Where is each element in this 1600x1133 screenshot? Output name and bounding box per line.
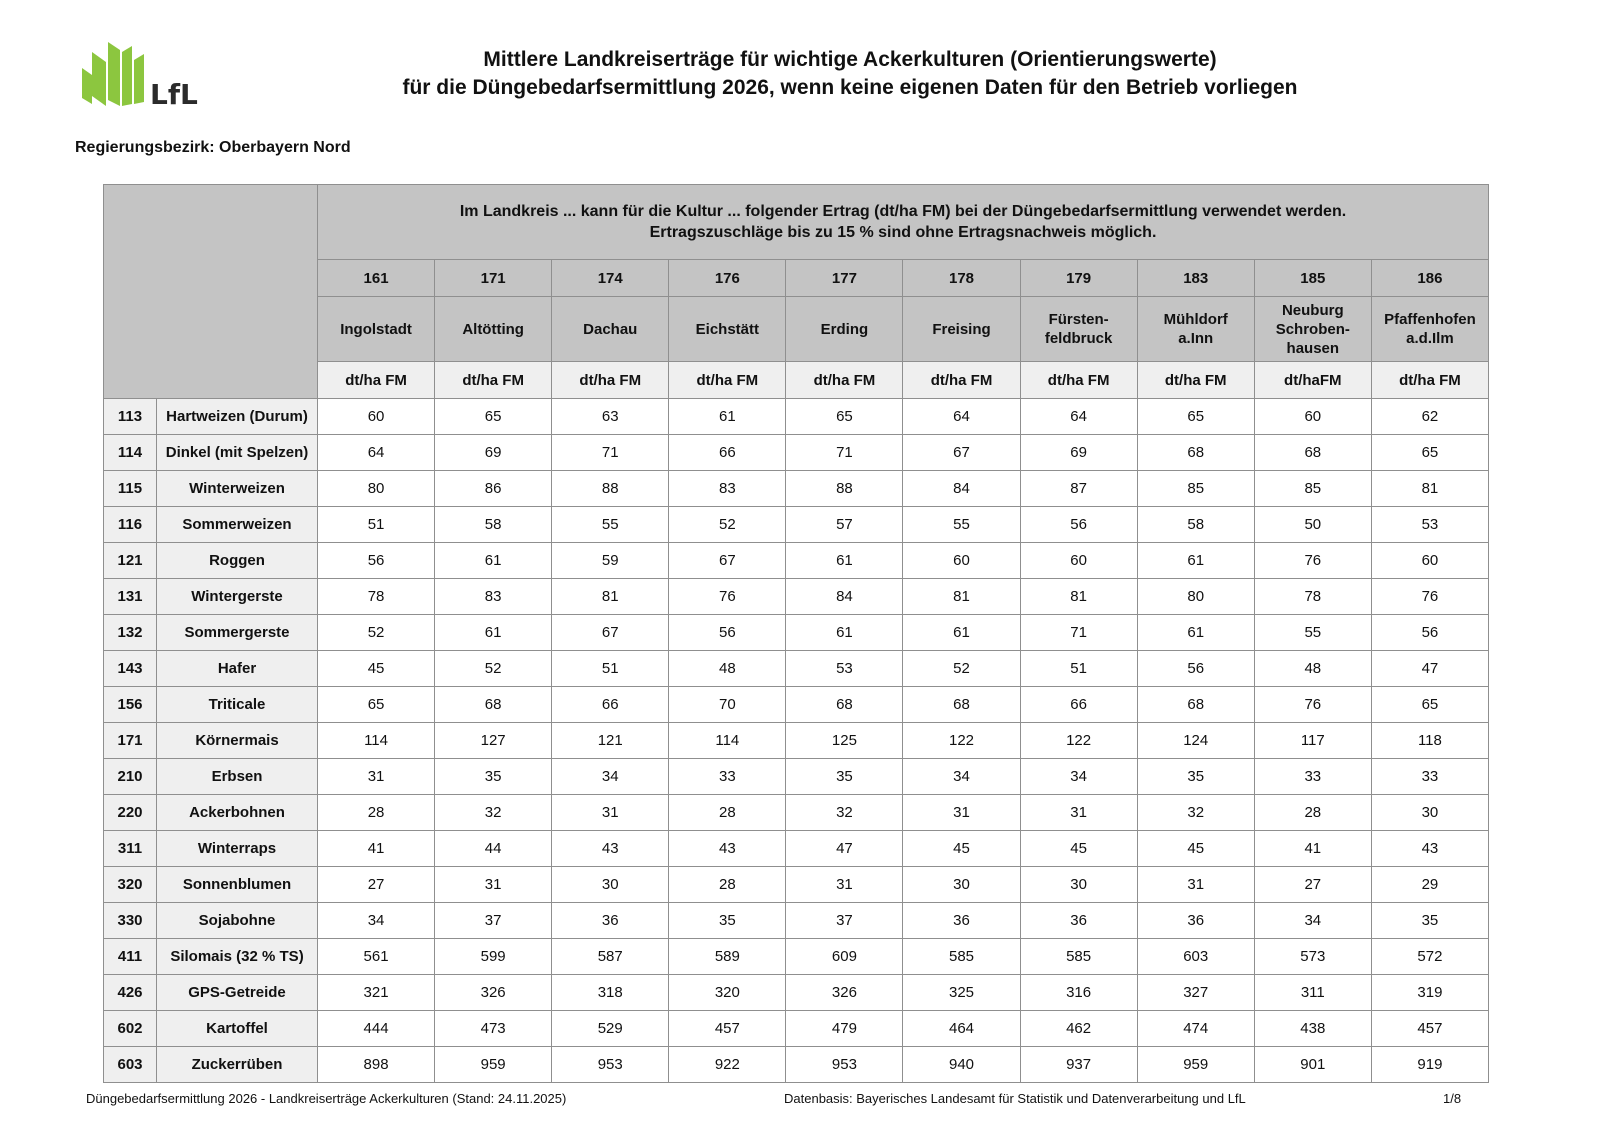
page-number: 1/8	[1443, 1091, 1462, 1106]
yield-value: 61	[669, 399, 786, 435]
yield-value: 55	[903, 507, 1020, 543]
yield-value: 321	[318, 975, 435, 1011]
yield-value: 68	[786, 687, 903, 723]
yield-value: 29	[1371, 867, 1488, 903]
district-code: 183	[1137, 260, 1254, 297]
table-row	[104, 399, 1489, 435]
yield-value: 43	[552, 831, 669, 867]
district-code: 161	[318, 260, 435, 297]
crop-code: 143	[104, 651, 157, 687]
yield-value: 45	[318, 651, 435, 687]
district-name: Ingolstadt	[318, 297, 435, 362]
yield-value: 462	[1020, 1011, 1137, 1047]
yield-value: 325	[903, 975, 1020, 1011]
district-code: 171	[435, 260, 552, 297]
district-name: Pfaffenhofen a.d.Ilm	[1371, 297, 1488, 362]
yield-value: 31	[318, 759, 435, 795]
unit-label: dt/ha FM	[1020, 362, 1137, 399]
yield-value: 529	[552, 1011, 669, 1047]
yield-value: 67	[669, 543, 786, 579]
unit-label: dt/haFM	[1254, 362, 1371, 399]
yield-value: 27	[1254, 867, 1371, 903]
yield-value: 327	[1137, 975, 1254, 1011]
yield-value: 64	[1020, 399, 1137, 435]
yield-value: 56	[1371, 615, 1488, 651]
yield-value: 587	[552, 939, 669, 975]
unit-label: dt/ha FM	[318, 362, 435, 399]
yield-value: 573	[1254, 939, 1371, 975]
yield-value: 35	[786, 759, 903, 795]
yield-value: 320	[669, 975, 786, 1011]
crop-name: Hafer	[157, 651, 318, 687]
table-row	[104, 579, 1489, 615]
yield-value: 61	[1137, 543, 1254, 579]
crop-code: 426	[104, 975, 157, 1011]
yield-value: 901	[1254, 1047, 1371, 1083]
yield-value: 69	[1020, 435, 1137, 471]
crop-code: 603	[104, 1047, 157, 1083]
crop-name: Silomais (32 % TS)	[157, 939, 318, 975]
crop-name: GPS-Getreide	[157, 975, 318, 1011]
yield-value: 940	[903, 1047, 1020, 1083]
crop-code: 131	[104, 579, 157, 615]
yield-value: 81	[1020, 579, 1137, 615]
district-name: Eichstätt	[669, 297, 786, 362]
yield-value: 37	[786, 903, 903, 939]
yield-value: 52	[435, 651, 552, 687]
yield-value: 122	[903, 723, 1020, 759]
crop-code: 116	[104, 507, 157, 543]
crop-code: 602	[104, 1011, 157, 1047]
district-name: Freising	[903, 297, 1020, 362]
yield-value: 67	[552, 615, 669, 651]
yield-value: 319	[1371, 975, 1488, 1011]
yield-value: 479	[786, 1011, 903, 1047]
table-row	[104, 1047, 1489, 1083]
yield-value: 67	[903, 435, 1020, 471]
yield-value: 34	[552, 759, 669, 795]
yield-value: 114	[669, 723, 786, 759]
yield-value: 60	[903, 543, 1020, 579]
yield-value: 44	[435, 831, 552, 867]
crop-code: 132	[104, 615, 157, 651]
yield-value: 61	[786, 615, 903, 651]
yield-value: 589	[669, 939, 786, 975]
yield-value: 66	[552, 687, 669, 723]
yield-value: 609	[786, 939, 903, 975]
yield-value: 68	[903, 687, 1020, 723]
table-corner	[104, 185, 318, 399]
yield-value: 34	[1254, 903, 1371, 939]
yield-value: 33	[1371, 759, 1488, 795]
yield-value: 86	[435, 471, 552, 507]
district-code: 178	[903, 260, 1020, 297]
unit-label: dt/ha FM	[669, 362, 786, 399]
table-row	[104, 471, 1489, 507]
table-intro-line-1: Im Landkreis ... kann für die Kultur ... folgender Ertrag (dt/ha FM) bei der Düngebedarfsermittlung verwendet werden.	[459, 203, 1347, 220]
district-code: 174	[552, 260, 669, 297]
yield-value: 117	[1254, 723, 1371, 759]
yield-value: 47	[786, 831, 903, 867]
yield-value: 61	[435, 615, 552, 651]
yield-value: 56	[1137, 651, 1254, 687]
crop-name: Dinkel (mit Spelzen)	[157, 435, 318, 471]
yield-value: 58	[1137, 507, 1254, 543]
district-code: 186	[1371, 260, 1488, 297]
footer-data-source: Datenbasis: Bayerisches Landesamt für Statistik und Datenverarbeitung und LfL	[784, 1091, 1246, 1106]
yield-value: 31	[1137, 867, 1254, 903]
yield-value: 51	[552, 651, 669, 687]
yield-value: 125	[786, 723, 903, 759]
crop-name: Triticale	[157, 687, 318, 723]
yield-value: 34	[318, 903, 435, 939]
yield-value: 30	[1020, 867, 1137, 903]
crop-name: Roggen	[157, 543, 318, 579]
yield-value: 32	[435, 795, 552, 831]
yield-value: 58	[435, 507, 552, 543]
table-row	[104, 759, 1489, 795]
crop-code: 411	[104, 939, 157, 975]
yield-value: 45	[1020, 831, 1137, 867]
yield-value: 60	[1020, 543, 1137, 579]
yield-value: 83	[435, 579, 552, 615]
yield-value: 53	[786, 651, 903, 687]
yield-value: 326	[786, 975, 903, 1011]
crop-code: 115	[104, 471, 157, 507]
yield-value: 65	[1137, 399, 1254, 435]
yield-value: 85	[1137, 471, 1254, 507]
yield-value: 31	[1020, 795, 1137, 831]
yield-value: 36	[1137, 903, 1254, 939]
yield-value: 71	[786, 435, 903, 471]
yield-value: 33	[669, 759, 786, 795]
yield-value: 48	[1254, 651, 1371, 687]
district-code: 177	[786, 260, 903, 297]
crop-name: Winterweizen	[157, 471, 318, 507]
yield-value: 65	[1371, 687, 1488, 723]
yield-value: 52	[669, 507, 786, 543]
district-name: Erding	[786, 297, 903, 362]
yield-value: 603	[1137, 939, 1254, 975]
crop-code: 311	[104, 831, 157, 867]
yield-value: 121	[552, 723, 669, 759]
yield-value: 60	[318, 399, 435, 435]
yield-value: 318	[552, 975, 669, 1011]
yield-value: 80	[318, 471, 435, 507]
table-intro	[318, 185, 1489, 260]
yield-value: 55	[552, 507, 669, 543]
crop-code: 210	[104, 759, 157, 795]
logo-text: LfL	[150, 78, 198, 111]
yield-value: 36	[1020, 903, 1137, 939]
yield-value: 84	[786, 579, 903, 615]
yield-value: 76	[669, 579, 786, 615]
yield-value: 457	[669, 1011, 786, 1047]
yield-value: 70	[669, 687, 786, 723]
crop-code: 121	[104, 543, 157, 579]
yield-value: 457	[1371, 1011, 1488, 1047]
yield-value: 35	[1137, 759, 1254, 795]
yield-value: 122	[1020, 723, 1137, 759]
yield-value: 114	[318, 723, 435, 759]
yield-table	[103, 184, 1489, 1083]
yield-value: 85	[1254, 471, 1371, 507]
yield-value: 444	[318, 1011, 435, 1047]
yield-value: 71	[552, 435, 669, 471]
yield-value: 35	[669, 903, 786, 939]
yield-value: 316	[1020, 975, 1137, 1011]
crop-name: Sommerweizen	[157, 507, 318, 543]
yield-value: 69	[435, 435, 552, 471]
yield-value: 438	[1254, 1011, 1371, 1047]
yield-value: 50	[1254, 507, 1371, 543]
table-row	[104, 615, 1489, 651]
crop-name: Körnermais	[157, 723, 318, 759]
yield-value: 31	[435, 867, 552, 903]
yield-value: 68	[1137, 687, 1254, 723]
district-name: Fürsten- feldbruck	[1020, 297, 1137, 362]
yield-value: 57	[786, 507, 903, 543]
yield-value: 66	[1020, 687, 1137, 723]
yield-value: 78	[1254, 579, 1371, 615]
yield-value: 76	[1254, 687, 1371, 723]
district-name: Mühldorf a.Inn	[1137, 297, 1254, 362]
district-code: 179	[1020, 260, 1137, 297]
table-row	[104, 651, 1489, 687]
yield-value: 30	[1371, 795, 1488, 831]
crop-code: 156	[104, 687, 157, 723]
yield-value: 27	[318, 867, 435, 903]
yield-value: 84	[903, 471, 1020, 507]
yield-value: 71	[1020, 615, 1137, 651]
yield-value: 61	[786, 543, 903, 579]
yield-value: 959	[1137, 1047, 1254, 1083]
unit-label: dt/ha FM	[552, 362, 669, 399]
table-row	[104, 939, 1489, 975]
yield-value: 51	[1020, 651, 1137, 687]
yield-value: 127	[435, 723, 552, 759]
yield-value: 43	[669, 831, 786, 867]
yield-value: 31	[552, 795, 669, 831]
table-row	[104, 543, 1489, 579]
yield-value: 35	[1371, 903, 1488, 939]
yield-value: 47	[1371, 651, 1488, 687]
yield-value: 55	[1254, 615, 1371, 651]
yield-value: 52	[903, 651, 1020, 687]
crop-name: Hartweizen (Durum)	[157, 399, 318, 435]
yield-value: 56	[669, 615, 786, 651]
yield-value: 585	[903, 939, 1020, 975]
crop-name: Sommergerste	[157, 615, 318, 651]
table-row	[104, 435, 1489, 471]
crop-name: Sojabohne	[157, 903, 318, 939]
yield-value: 56	[1020, 507, 1137, 543]
crop-code: 113	[104, 399, 157, 435]
yield-value: 81	[903, 579, 1020, 615]
unit-label: dt/ha FM	[903, 362, 1020, 399]
crop-code: 171	[104, 723, 157, 759]
yield-value: 311	[1254, 975, 1371, 1011]
yield-value: 61	[1137, 615, 1254, 651]
table-row	[104, 903, 1489, 939]
yield-value: 60	[1254, 399, 1371, 435]
yield-value: 61	[903, 615, 1020, 651]
unit-label: dt/ha FM	[435, 362, 552, 399]
table-row	[104, 867, 1489, 903]
yield-value: 937	[1020, 1047, 1137, 1083]
table-intro-line-2: Ertragszuschläge bis zu 15 % sind ohne Ertragsnachweis möglich.	[649, 224, 1157, 241]
yield-value: 51	[318, 507, 435, 543]
yield-value: 326	[435, 975, 552, 1011]
yield-value: 76	[1371, 579, 1488, 615]
yield-value: 572	[1371, 939, 1488, 975]
yield-value: 83	[669, 471, 786, 507]
yield-value: 36	[552, 903, 669, 939]
yield-value: 118	[1371, 723, 1488, 759]
yield-value: 36	[903, 903, 1020, 939]
yield-value: 28	[1254, 795, 1371, 831]
table-row	[104, 1011, 1489, 1047]
yield-value: 28	[669, 867, 786, 903]
crop-code: 320	[104, 867, 157, 903]
unit-label: dt/ha FM	[1371, 362, 1488, 399]
yield-value: 65	[786, 399, 903, 435]
district-code: 176	[669, 260, 786, 297]
yield-value: 45	[903, 831, 1020, 867]
table-row	[104, 687, 1489, 723]
yield-value: 898	[318, 1047, 435, 1083]
yield-value: 464	[903, 1011, 1020, 1047]
yield-value: 62	[1371, 399, 1488, 435]
yield-value: 561	[318, 939, 435, 975]
yield-value: 30	[552, 867, 669, 903]
crop-name: Winterraps	[157, 831, 318, 867]
yield-value: 959	[435, 1047, 552, 1083]
yield-value: 65	[435, 399, 552, 435]
crop-code: 114	[104, 435, 157, 471]
crop-name: Zuckerrüben	[157, 1047, 318, 1083]
table-row	[104, 507, 1489, 543]
district-code: 185	[1254, 260, 1371, 297]
yield-value: 56	[318, 543, 435, 579]
crop-name: Ackerbohnen	[157, 795, 318, 831]
yield-value: 41	[1254, 831, 1371, 867]
yield-value: 41	[318, 831, 435, 867]
yield-value: 953	[786, 1047, 903, 1083]
yield-value: 59	[552, 543, 669, 579]
yield-value: 65	[1371, 435, 1488, 471]
yield-value: 80	[1137, 579, 1254, 615]
yield-value: 68	[1137, 435, 1254, 471]
yield-value: 31	[903, 795, 1020, 831]
crop-name: Kartoffel	[157, 1011, 318, 1047]
region-label: Regierungsbezirk: Oberbayern Nord	[75, 139, 351, 156]
yield-value: 48	[669, 651, 786, 687]
yield-value: 473	[435, 1011, 552, 1047]
yield-value: 63	[552, 399, 669, 435]
table-row	[104, 723, 1489, 759]
yield-value: 953	[552, 1047, 669, 1083]
yield-value: 28	[669, 795, 786, 831]
yield-value: 88	[552, 471, 669, 507]
yield-value: 78	[318, 579, 435, 615]
yield-value: 88	[786, 471, 903, 507]
crop-name: Sonnenblumen	[157, 867, 318, 903]
table-row	[104, 831, 1489, 867]
yield-value: 60	[1371, 543, 1488, 579]
yield-value: 81	[552, 579, 669, 615]
yield-value: 81	[1371, 471, 1488, 507]
yield-value: 53	[1371, 507, 1488, 543]
crop-code: 330	[104, 903, 157, 939]
yield-value: 919	[1371, 1047, 1488, 1083]
district-name: Altötting	[435, 297, 552, 362]
yield-value: 124	[1137, 723, 1254, 759]
yield-value: 30	[903, 867, 1020, 903]
yield-value: 76	[1254, 543, 1371, 579]
district-name: Neuburg Schroben- hausen	[1254, 297, 1371, 362]
yield-value: 585	[1020, 939, 1137, 975]
yield-value: 32	[786, 795, 903, 831]
yield-value: 37	[435, 903, 552, 939]
district-name: Dachau	[552, 297, 669, 362]
yield-value: 28	[318, 795, 435, 831]
yield-value: 33	[1254, 759, 1371, 795]
yield-value: 68	[1254, 435, 1371, 471]
yield-value: 34	[903, 759, 1020, 795]
yield-value: 66	[669, 435, 786, 471]
yield-value: 35	[435, 759, 552, 795]
table-row	[104, 975, 1489, 1011]
yield-value: 65	[318, 687, 435, 723]
yield-value: 922	[669, 1047, 786, 1083]
title-line-1: Mittlere Landkreiserträge für wichtige Ackerkulturen (Orientierungswerte)	[483, 48, 1217, 71]
yield-value: 32	[1137, 795, 1254, 831]
yield-value: 87	[1020, 471, 1137, 507]
yield-value: 45	[1137, 831, 1254, 867]
yield-value: 52	[318, 615, 435, 651]
yield-value: 34	[1020, 759, 1137, 795]
crop-name: Wintergerste	[157, 579, 318, 615]
yield-value: 61	[435, 543, 552, 579]
yield-value: 31	[786, 867, 903, 903]
title-line-2: für die Düngebedarfsermittlung 2026, wenn keine eigenen Daten für den Betrieb vorliegen	[402, 76, 1298, 99]
unit-label: dt/ha FM	[1137, 362, 1254, 399]
footer-document-info: Düngebedarfsermittlung 2026 - Landkreiserträge Ackerkulturen (Stand: 24.11.2025)	[86, 1091, 567, 1106]
yield-value: 64	[903, 399, 1020, 435]
yield-value: 68	[435, 687, 552, 723]
unit-label: dt/ha FM	[786, 362, 903, 399]
yield-value: 43	[1371, 831, 1488, 867]
crop-code: 220	[104, 795, 157, 831]
yield-value: 599	[435, 939, 552, 975]
page-title	[300, 46, 1400, 102]
table-row	[104, 795, 1489, 831]
crop-name: Erbsen	[157, 759, 318, 795]
yield-value: 474	[1137, 1011, 1254, 1047]
yield-value: 64	[318, 435, 435, 471]
